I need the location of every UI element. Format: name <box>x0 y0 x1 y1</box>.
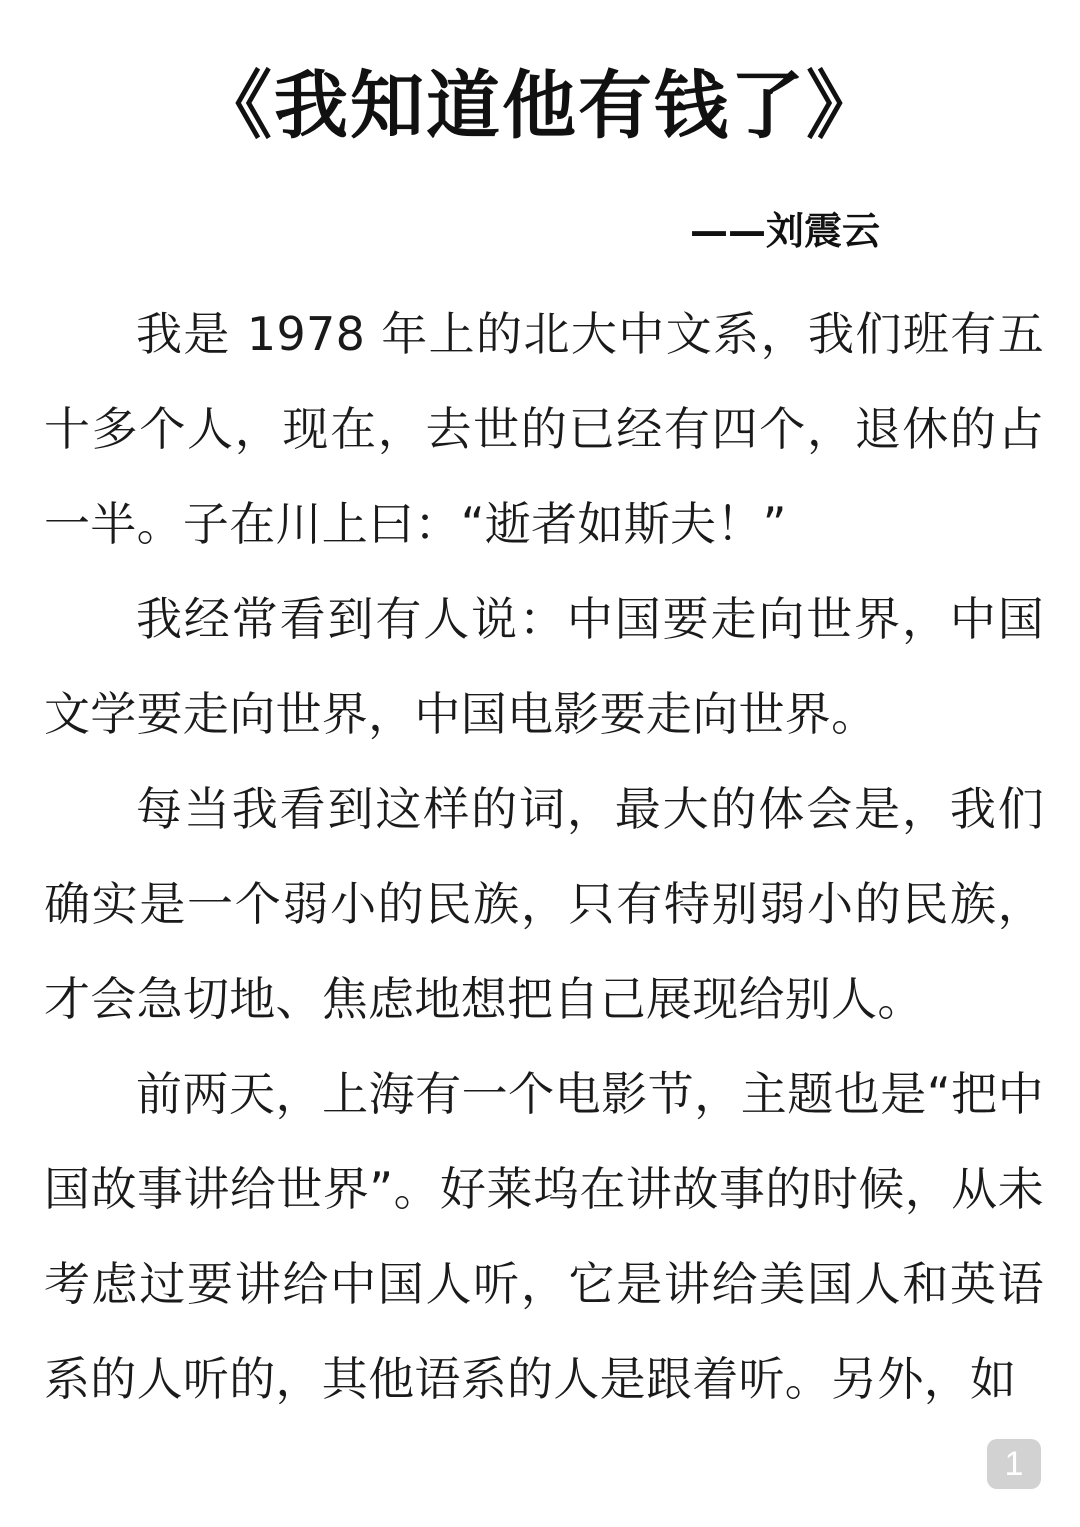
article-author: ——刘震云 <box>689 209 880 253</box>
article-body <box>44 287 1044 1427</box>
page-number-badge: 1 <box>987 1439 1041 1489</box>
article-title: 《我知道他有钱了》 <box>198 63 882 149</box>
paragraph: 每当我看到这样的词，最大的体会是，我们确实是一个弱小的民族，只有特别弱小的民族，才会急切地、焦虑地想把自己展现给别人。 <box>44 782 1044 1026</box>
paragraph: 前两天，上海有一个电影节，主题也是“把中国故事讲给世界”。好莱坞在讲故事的时候，从未考虑过要讲给中国人听，它是讲给美国人和英语系的人听的，其他语系的人是跟着听。另外，如 <box>44 1067 1044 1406</box>
paragraph: 我经常看到有人说：中国要走向世界，中国文学要走向世界，中国电影要走向世界。 <box>44 592 1044 741</box>
paragraph: 我是 1978 年上的北大中文系，我们班有五十多个人，现在，去世的已经有四个，退休的占一半。子在川上曰：“逝者如斯夫！” <box>44 307 1044 551</box>
